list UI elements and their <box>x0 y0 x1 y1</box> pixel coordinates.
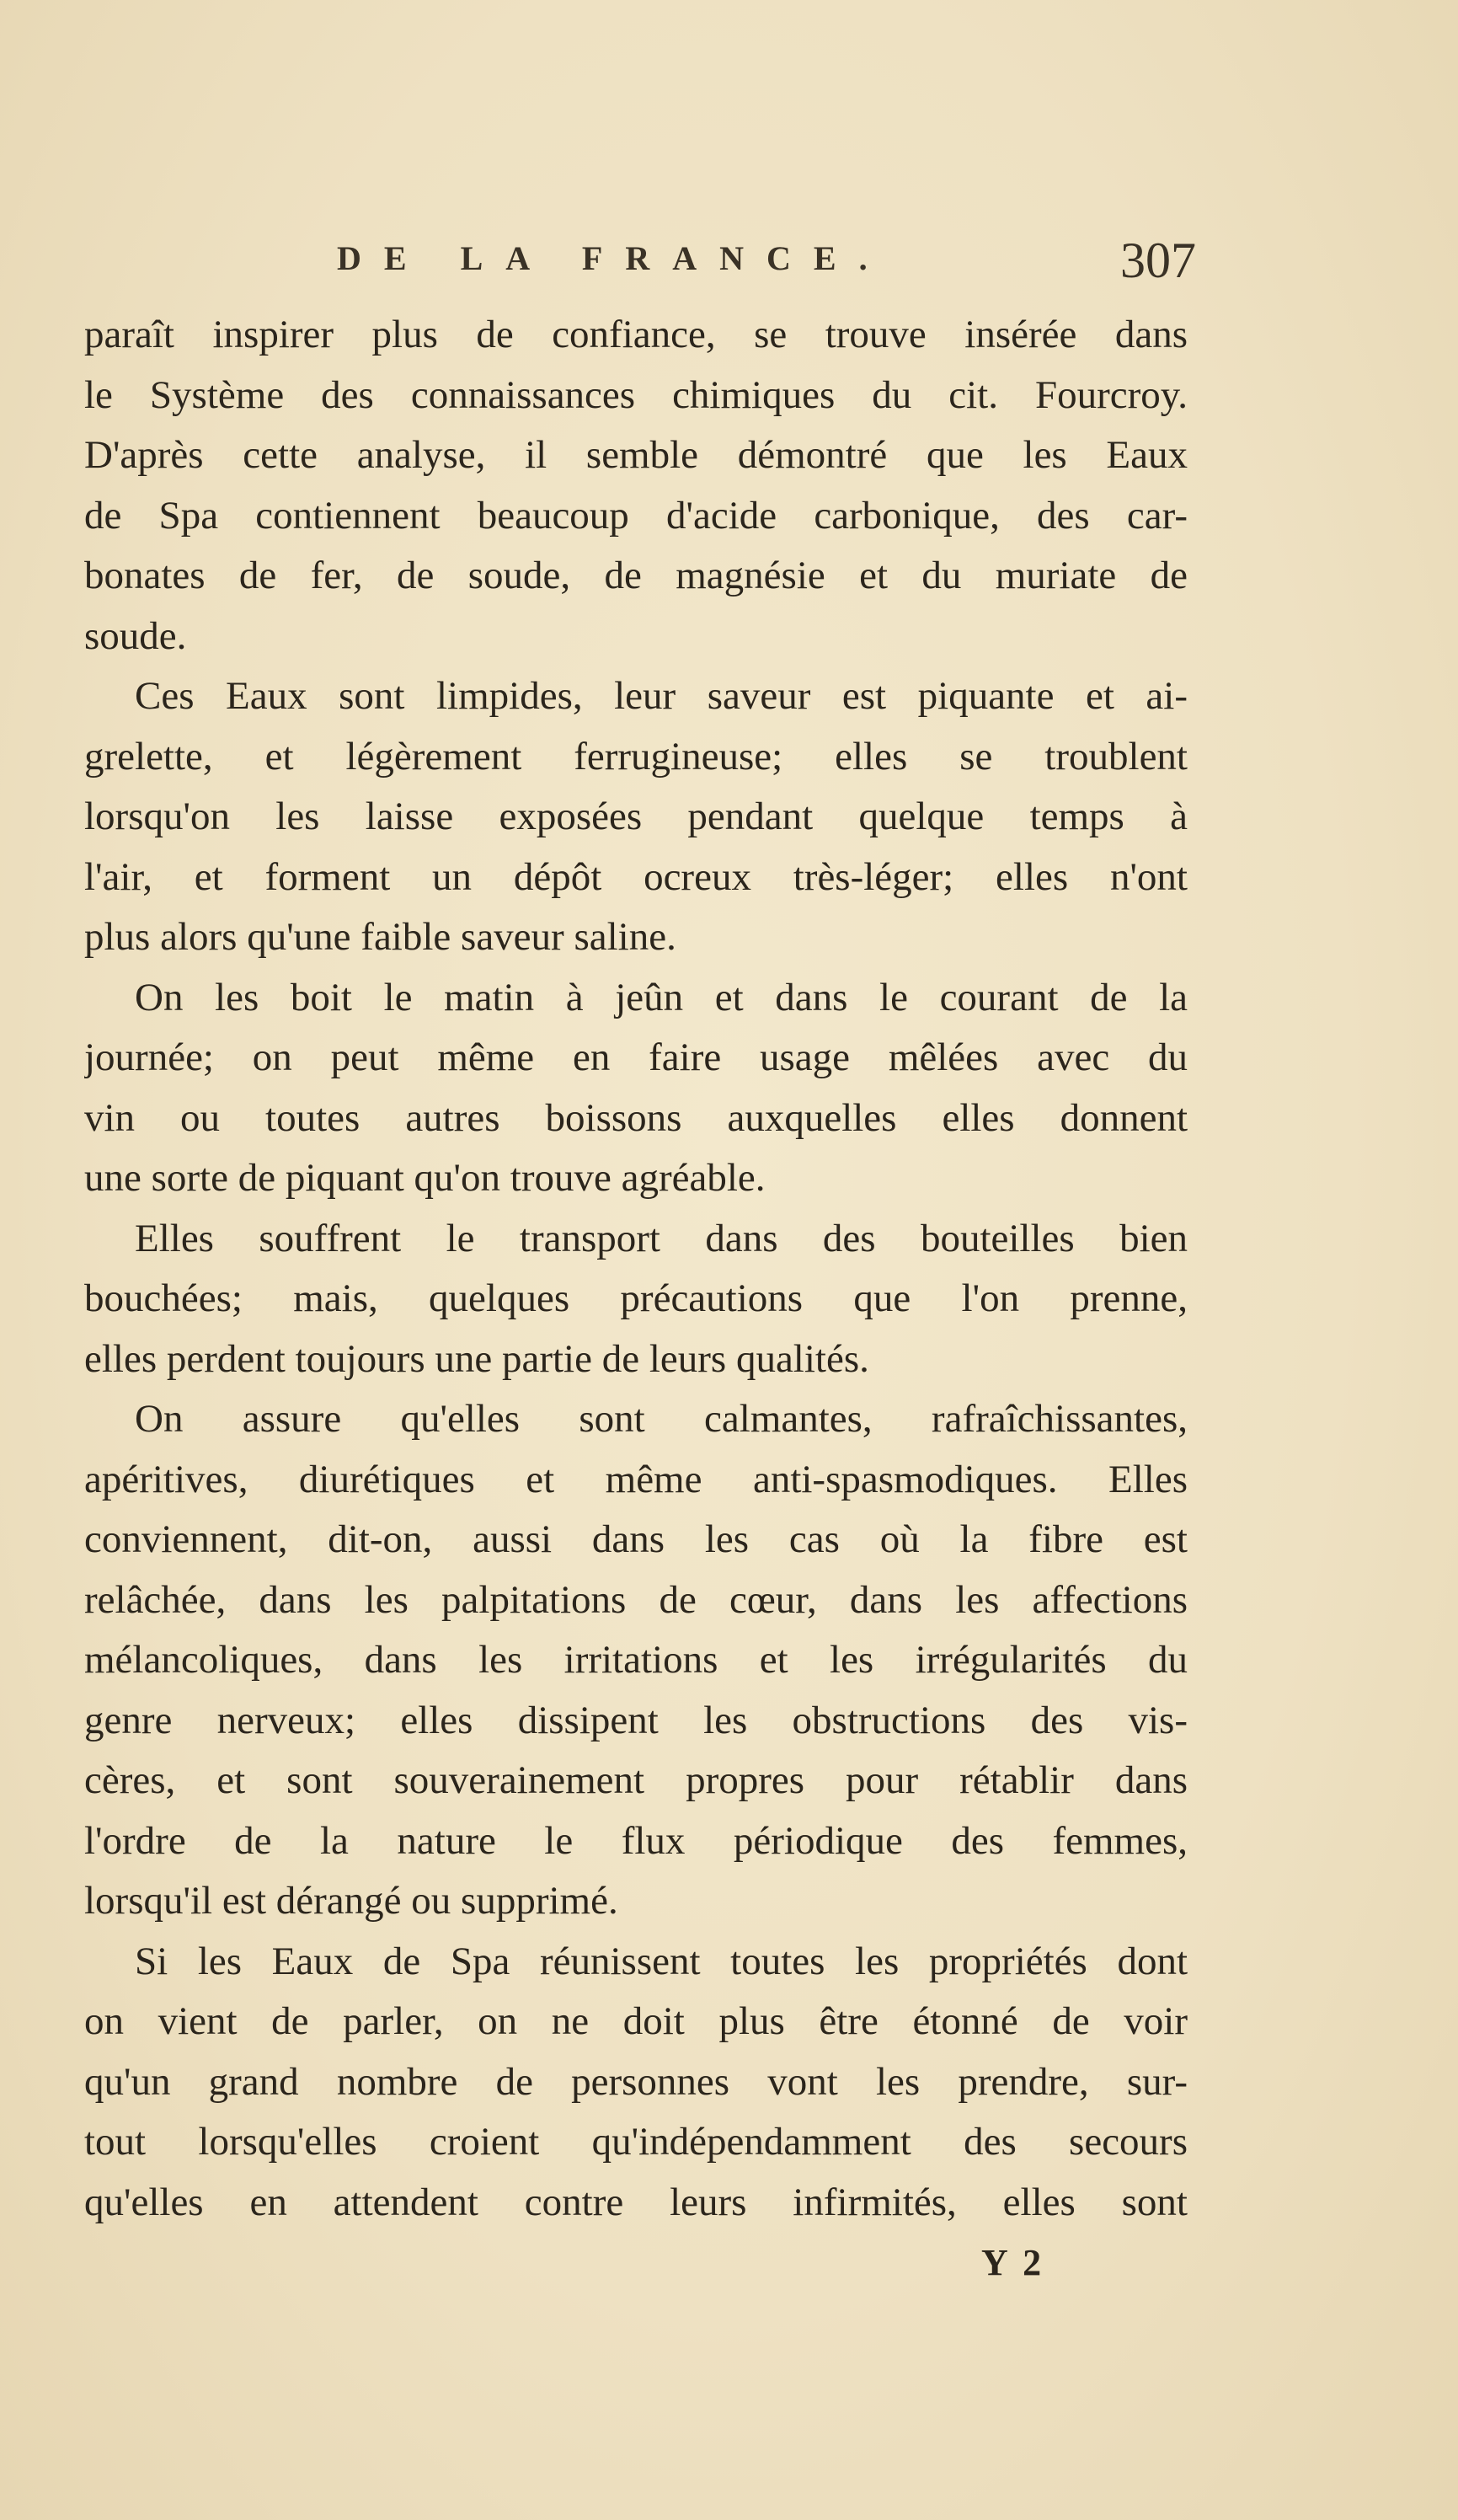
page-number: 307 <box>1120 233 1196 288</box>
running-title: DE LA FRANCE. <box>337 239 890 277</box>
text-line: Ces Eaux sont limpides, leur saveur est piquante et ai- <box>135 674 1188 718</box>
text-line: qu'elles en attendent contre leurs infirmités, elles sont <box>84 2180 1188 2224</box>
text-line: Si les Eaux de Spa réunissent toutes les propriétés dont <box>135 1939 1188 1983</box>
text-line: On les boit le matin à jeûn et dans le courant de la <box>135 975 1188 1019</box>
text-line: tout lorsqu'elles croient qu'indépendamment des secours <box>84 2120 1188 2164</box>
text-line: qu'un grand nombre de personnes vont les prendre, sur- <box>84 2059 1188 2104</box>
text-line: On assure qu'elles sont calmantes, rafraîchissantes, <box>135 1397 1188 1441</box>
text-line: une sorte de piquant qu'on trouve agréable. <box>84 1156 766 1200</box>
text-line: relâchée, dans les palpitations de cœur, dans les affections <box>84 1577 1188 1622</box>
text-line: de Spa contiennent beaucoup d'acide carbonique, des car- <box>84 493 1188 538</box>
text-line: grelette, et légèrement ferrugineuse; elles se troublent <box>84 734 1188 778</box>
text-line: l'air, et forment un dépôt ocreux très-léger; elles n'ont <box>84 854 1188 899</box>
signature-mark: Y 2 <box>981 2242 1045 2283</box>
text-line: vin ou toutes autres boissons auxquelles elles donnent <box>84 1095 1188 1140</box>
text-line: D'après cette analyse, il semble démontré que les Eaux <box>84 433 1188 477</box>
text-line: paraît inspirer plus de confiance, se trouve insérée dans <box>84 313 1188 356</box>
text-line: cères, et sont souverainement propres pour rétablir dans <box>84 1758 1188 1802</box>
text-line: soude. <box>84 613 187 658</box>
text-line: Elles souffrent le transport dans des bouteilles bien <box>135 1216 1188 1260</box>
running-head <box>337 232 1196 299</box>
text-line: elles perdent toujours une partie de leurs qualités. <box>84 1336 869 1381</box>
text-line: apéritives, diurétiques et même anti-spasmodiques. Elles <box>84 1457 1188 1501</box>
text-line: l'ordre de la nature le flux périodique des femmes, <box>84 1818 1188 1863</box>
text-line: on vient de parler, on ne doit plus être étonné de voir <box>84 1999 1188 2043</box>
text-line: lorsqu'on les laisse exposées pendant quelque temps à <box>84 795 1188 838</box>
text-line: bonates de fer, de soude, de magnésie et du muriate de <box>84 554 1188 597</box>
text-line: bouchées; mais, quelques précautions que l'on prenne, <box>84 1276 1188 1320</box>
text-line: le Système des connaissances chimiques du cit. Fourcroy. <box>84 372 1188 417</box>
text-line: journée; on peut même en faire usage mêlées avec du <box>84 1035 1188 1079</box>
text-line: genre nerveux; elles dissipent les obstructions des vis- <box>84 1698 1188 1742</box>
text-line: plus alors qu'une faible saveur saline. <box>84 915 676 959</box>
text-line: lorsqu'il est dérangé ou supprimé. <box>84 1879 618 1923</box>
text-line: conviennent, dit-on, aussi dans les cas où la fibre est <box>84 1517 1188 1561</box>
body-text <box>84 305 1188 2233</box>
text-line: mélancoliques, dans les irritations et les irrégularités du <box>84 1638 1188 1682</box>
